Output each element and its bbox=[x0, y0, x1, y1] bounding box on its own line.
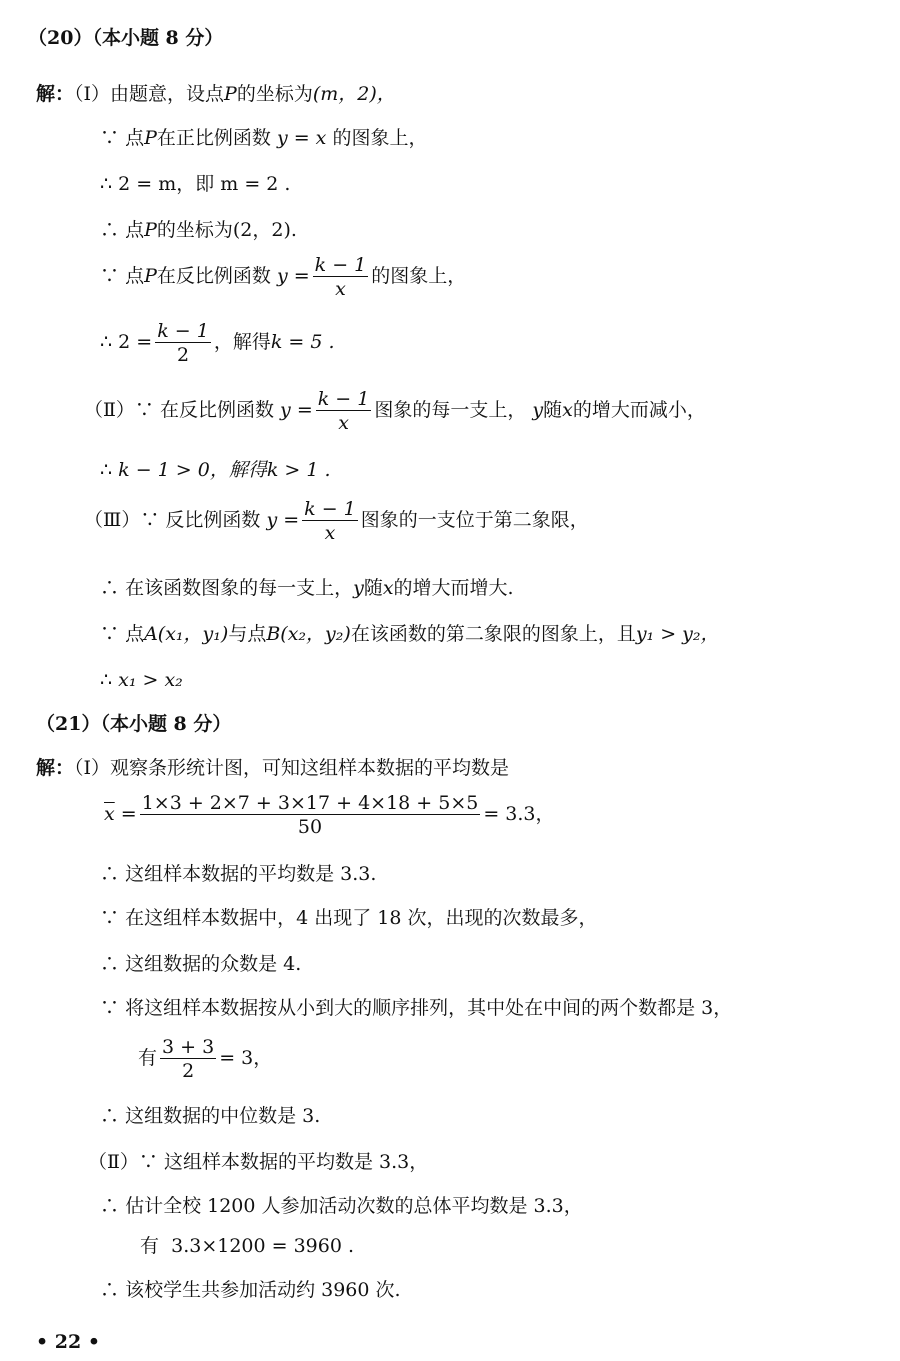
q20-part2-line: （Ⅱ）∵ 在反比例函数 y = $\frac{k - 1}{x}$ 图象的每一支上， y随x的增大而减小， bbox=[84, 387, 706, 434]
q21-line12: ∴ 该校学生共参加活动约 3960 次. bbox=[100, 1279, 401, 1301]
q20-part1-line: 解：（Ⅰ）由题意，设点P的坐标为(m，2)， bbox=[36, 83, 396, 105]
q21-line8: ∴ 这组数据的中位数是 3. bbox=[100, 1105, 321, 1127]
q20-line4: ∴ 点P的坐标为(2，2). bbox=[100, 219, 297, 241]
q20-line10: ∴ 在该函数图象的每一支上，y随x的增大而增大. bbox=[100, 577, 514, 599]
q21-mean-formula: $\overline{x}$ = $\frac{1\times 3 + 2\times 7 + 3\times 17 + 4\times 18 + 5\times 5}{50}$ = 3.3， bbox=[104, 791, 555, 838]
fraction-median: $\frac{3 + 3}{2}$ bbox=[162, 1035, 215, 1082]
q21-line4: ∵ 在这组样本数据中，4 出现了 18 次，出现的次数最多， bbox=[100, 907, 598, 929]
q21-median-formula: 有 $\frac{3 + 3}{2}$ = 3， bbox=[138, 1035, 273, 1082]
fraction-k-minus-1-over-x: $\frac{k - 1}{x}$ bbox=[304, 497, 356, 544]
q21-line6: ∵ 将这组样本数据按从小到大的顺序排列，其中处在中间的两个数都是 3， bbox=[100, 997, 733, 1019]
jie-label: 解： bbox=[36, 757, 75, 779]
q21-line10: ∴ 估计全校 1200 人参加活动次数的总体平均数是 3.3， bbox=[100, 1195, 583, 1217]
q20-line8: ∴ k − 1 > 0，解得k > 1 . bbox=[100, 459, 331, 481]
q20-header: （20）（本小题 8 分） bbox=[28, 27, 224, 49]
q21-line11: 有 3.3×1200 = 3960 . bbox=[140, 1235, 355, 1257]
q21-line3: ∴ 这组样本数据的平均数是 3.3. bbox=[100, 863, 377, 885]
q21-part1-line: 解：（Ⅰ）观察条形统计图，可知这组样本数据的平均数是 bbox=[36, 757, 510, 779]
fraction-k-minus-1-over-2: $\frac{k - 1}{2}$ bbox=[157, 319, 209, 366]
q20-line2: ∵ 点P在正比例函数 y = x 的图象上， bbox=[100, 127, 428, 149]
q20-line6: ∴ 2 = $\frac{k - 1}{2}$ ，解得k = 5 . bbox=[100, 319, 335, 366]
q21-header: （21）（本小题 8 分） bbox=[36, 713, 232, 735]
q21-part2-line: （Ⅱ）∵ 这组样本数据的平均数是 3.3， bbox=[88, 1151, 429, 1173]
q20-line12: ∴ x₁ > x₂ bbox=[100, 669, 183, 691]
q20-part3-line: （Ⅲ）∵ 反比例函数 y = $\frac{k - 1}{x}$ 图象的一支位于第二象限， bbox=[84, 497, 589, 544]
q20-line11: ∵ 点A(x₁，y₁)与点B(x₂，y₂)在该函数的第二象限的图象上，且y₁ > y₂， bbox=[100, 623, 720, 645]
q20-line5: ∵ 点P在反比例函数 y = $\frac{k - 1}{x}$ 的图象上， bbox=[100, 253, 467, 300]
page-number: • 22 • bbox=[36, 1331, 100, 1353]
fraction-mean: $\frac{1\times 3 + 2\times 7 + 3\times 17 + 4\times 18 + 5\times 5}{50}$ bbox=[141, 791, 479, 838]
q20-line3: ∴ 2 = m，即 m = 2 . bbox=[100, 173, 291, 195]
fraction-k-minus-1-over-x: $\frac{k - 1}{x}$ bbox=[314, 253, 367, 300]
q21-line5: ∴ 这组数据的众数是 4. bbox=[100, 953, 302, 975]
fraction-k-minus-1-over-x: $\frac{k - 1}{x}$ bbox=[317, 387, 370, 434]
jie-label: 解： bbox=[36, 83, 75, 105]
